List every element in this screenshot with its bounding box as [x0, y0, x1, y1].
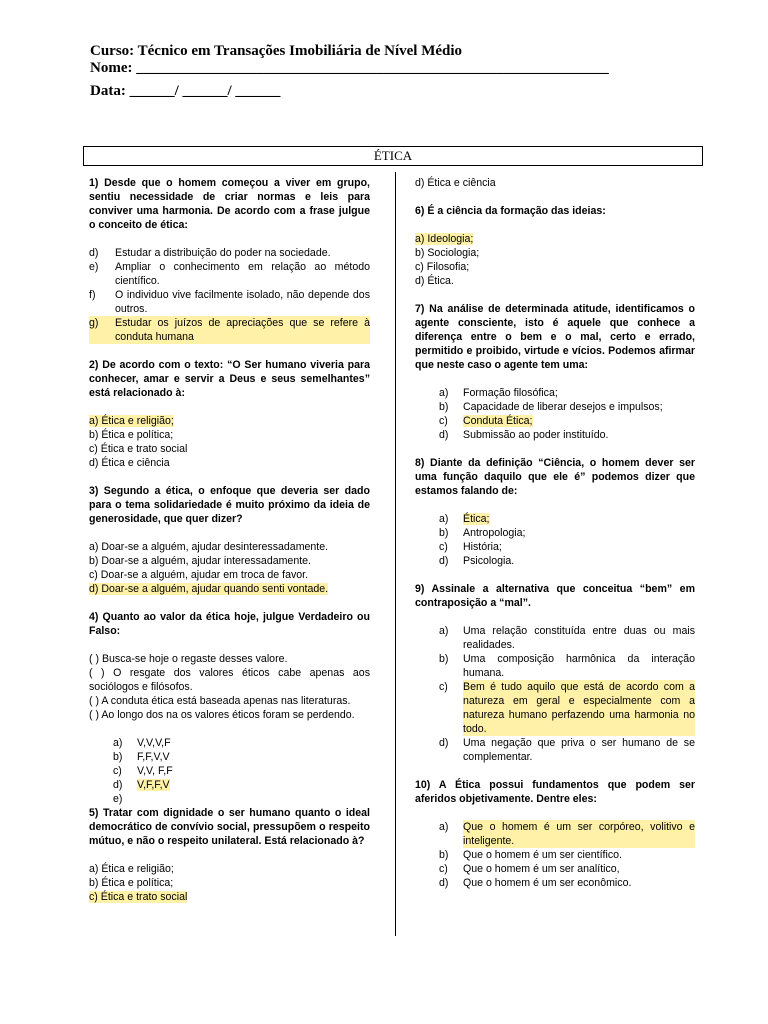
question-4 [89, 610, 370, 806]
question-10 [415, 778, 695, 890]
list-item: b) Sociologia; [415, 247, 480, 259]
list-item [89, 792, 370, 806]
option-text: Que o homem é um ser econômico. [463, 877, 632, 889]
question-text: 5) Tratar com dignidade o ser humano quanto o ideal democrático de convívio social, pressupõem o respeito mútuo, e não o respeito unilateral. Está relacionado à? [89, 807, 370, 847]
date-line: Data: ______/ ______/ ______ [90, 83, 281, 99]
highlighted-answer: Bem é tudo aquilo que está de acordo com a natureza em geral e especialmente com a natureza humano perfazendo uma harmonia no todo. [463, 681, 695, 735]
highlighted-answer: c) Ética e trato social [89, 891, 188, 903]
highlighted-answer: a) Ideologia; [415, 233, 474, 245]
question-9 [415, 582, 695, 764]
option-letter: d) [89, 247, 99, 259]
option-letter: d) [439, 877, 449, 889]
list-item [415, 652, 695, 680]
list-item [415, 414, 695, 428]
list-item [89, 246, 370, 260]
option-text: Estudar os juízos de apreciações que se refere à conduta humana [115, 317, 370, 343]
column-divider [395, 172, 396, 936]
option-letter: d) [439, 555, 449, 567]
statement: ( ) Busca-se hoje o regaste desses valore. [89, 653, 288, 665]
question-3 [89, 484, 370, 596]
highlighted-answer: Conduta Ética; [463, 415, 533, 427]
statement: ( ) Ao longo dos na os valores éticos foram se perdendo. [89, 709, 355, 721]
left-column [89, 176, 370, 904]
list-item: b) Doar-se a alguém, ajudar interessadamente. [89, 555, 311, 567]
list-item [415, 540, 695, 554]
highlighted-answer: V,F,F,V [137, 779, 170, 791]
option-text: Que o homem é um ser científico. [463, 849, 622, 861]
option-text: Ampliar o conhecimento em relação ao método científico. [115, 261, 370, 287]
list-item [89, 260, 370, 288]
list-item [415, 512, 695, 526]
option-letter: d) [113, 779, 123, 791]
list-item [415, 526, 695, 540]
option-letter: d) [439, 429, 449, 441]
list-item [415, 862, 695, 876]
question-text: 4) Quanto ao valor da ética hoje, julgue Verdadeiro ou Falso: [89, 611, 370, 637]
option-letter: c) [439, 863, 448, 875]
list-item: d) Ética. [415, 275, 454, 287]
option-text: V,V,V,F [137, 737, 171, 749]
option-text: Estudar a distribuição do poder na sociedade. [115, 247, 331, 259]
right-column [415, 176, 695, 890]
option-letter: f) [89, 289, 96, 301]
statement: ( ) O resgate dos valores éticos cabe apenas aos sociólogos e filósofos. [89, 667, 370, 693]
option-letter: e) [113, 793, 123, 805]
option-letter: c) [439, 541, 448, 553]
option-letter: c) [113, 765, 122, 777]
option-text: Submissão ao poder instituído. [463, 429, 609, 441]
option-letter: a) [439, 387, 449, 399]
option-letter: b) [439, 401, 449, 413]
option-text: Formação filosófica; [463, 387, 558, 399]
option-text: O individuo vive facilmente isolado, não depende dos outros. [115, 289, 370, 315]
option-letter: c) [439, 681, 448, 693]
highlighted-answer: d) Doar-se a alguém, ajudar quando senti vontade. [89, 583, 329, 595]
question-text: 9) Assinale a alternativa que conceitua “bem” em contraposição a “mal”. [415, 583, 695, 609]
highlighted-answer: Ética; [463, 513, 490, 525]
list-item [89, 288, 370, 316]
list-item: b) Ética e política; [89, 877, 174, 889]
option-text [137, 792, 370, 806]
question-text: 7) Na análise de determinada atitude, identificamos o agente consciente, isto é aquele que conhece a diferença entre o bem e o mal, certo e errado, permitido e proibido, virtude e vícios. Podemos afirmar que neste caso o agente tem uma: [415, 303, 695, 371]
list-item [415, 680, 695, 736]
option-letter: e) [89, 261, 99, 273]
option-text: V,V, F,F [137, 765, 173, 777]
list-item: a) Doar-se a alguém, ajudar desinteressadamente. [89, 541, 329, 553]
highlighted-answer: a) Ética e religião; [89, 415, 174, 427]
option-text: Antropologia; [463, 527, 526, 539]
option-text: Uma negação que priva o ser humano de se complementar. [463, 737, 695, 763]
name-line: Nome: _______________________________________________________________ [90, 60, 609, 76]
list-item [89, 778, 370, 792]
question-text: 6) É a ciência da formação das ideias: [415, 205, 606, 217]
question-7 [415, 302, 695, 442]
list-item [89, 736, 370, 750]
option-letter: a) [439, 821, 449, 833]
list-item [415, 876, 695, 890]
list-item: c) Ética e trato social [89, 443, 188, 455]
course-line: Curso: Técnico em Transações Imobiliária de Nível Médio [90, 43, 463, 59]
question-text: 8) Diante da definição “Ciência, o homem dever ser uma função daquilo que ele é” podemos dizer que estamos falando de: [415, 457, 695, 497]
option-letter: b) [113, 751, 123, 763]
option-letter: a) [439, 625, 449, 637]
statement: ( ) A conduta ética está baseada apenas nas literaturas. [89, 695, 351, 707]
list-item: c) Doar-se a alguém, ajudar em troca de favor. [89, 569, 309, 581]
option-letter: c) [439, 415, 448, 427]
option-letter: b) [439, 527, 449, 539]
list-item [415, 624, 695, 652]
option-text: História; [463, 541, 502, 553]
option-letter: d) [439, 737, 449, 749]
list-item [89, 750, 370, 764]
highlighted-answer: Que o homem é um ser corpóreo, volitivo e inteligente. [463, 821, 695, 847]
page-title: ÉTICA [83, 146, 703, 166]
question-2 [89, 358, 370, 470]
list-item [415, 428, 695, 442]
question-6 [415, 204, 695, 288]
highlighted-answer [89, 316, 370, 344]
list-item [415, 400, 695, 414]
option-text: Capacidade de liberar desejos e impulsos; [463, 401, 663, 413]
question-1 [89, 176, 370, 344]
list-item: d) Ética e ciência [415, 177, 496, 189]
option-text: F,F,V,V [137, 751, 170, 763]
list-item [415, 554, 695, 568]
option-letter: b) [439, 849, 449, 861]
list-item: b) Ética e política; [89, 429, 174, 441]
question-text: 10) A Ética possui fundamentos que podem ser aferidos objetivamente. Dentre eles: [415, 779, 695, 805]
option-text: Psicologia. [463, 555, 515, 567]
list-item [415, 848, 695, 862]
list-item: c) Filosofia; [415, 261, 470, 273]
option-text: Que o homem é um ser analítico, [463, 863, 620, 875]
question-8 [415, 456, 695, 568]
question-text: 1) Desde que o homem começou a viver em grupo, sentiu necessidade de criar normas e leis para conviver uma harmonia. De acordo com a frase julgue o conceito de ética: [89, 177, 370, 231]
option-letter: b) [439, 653, 449, 665]
option-text: Uma relação constituída entre duas ou mais realidades. [463, 625, 695, 651]
list-item [415, 386, 695, 400]
option-text: Uma composição harmônica da interação humana. [463, 653, 695, 679]
list-item [89, 764, 370, 778]
list-item: a) Ética e religião; [89, 863, 174, 875]
list-item [415, 736, 695, 764]
option-letter: a) [113, 737, 123, 749]
question-text: 3) Segundo a ética, o enfoque que deveria ser dado para o tema solidariedade é muito próximo da ideia de generosidade, que quer dizer? [89, 485, 370, 525]
option-letter: g) [89, 317, 99, 329]
list-item [415, 820, 695, 848]
question-text: 2) De acordo com o texto: “O Ser humano viveria para conhecer, amar e servir a Deus e seus semelhantes” está relacionado à: [89, 359, 370, 399]
question-5 [89, 806, 370, 904]
option-letter: a) [439, 513, 449, 525]
list-item: d) Ética e ciência [89, 457, 170, 469]
